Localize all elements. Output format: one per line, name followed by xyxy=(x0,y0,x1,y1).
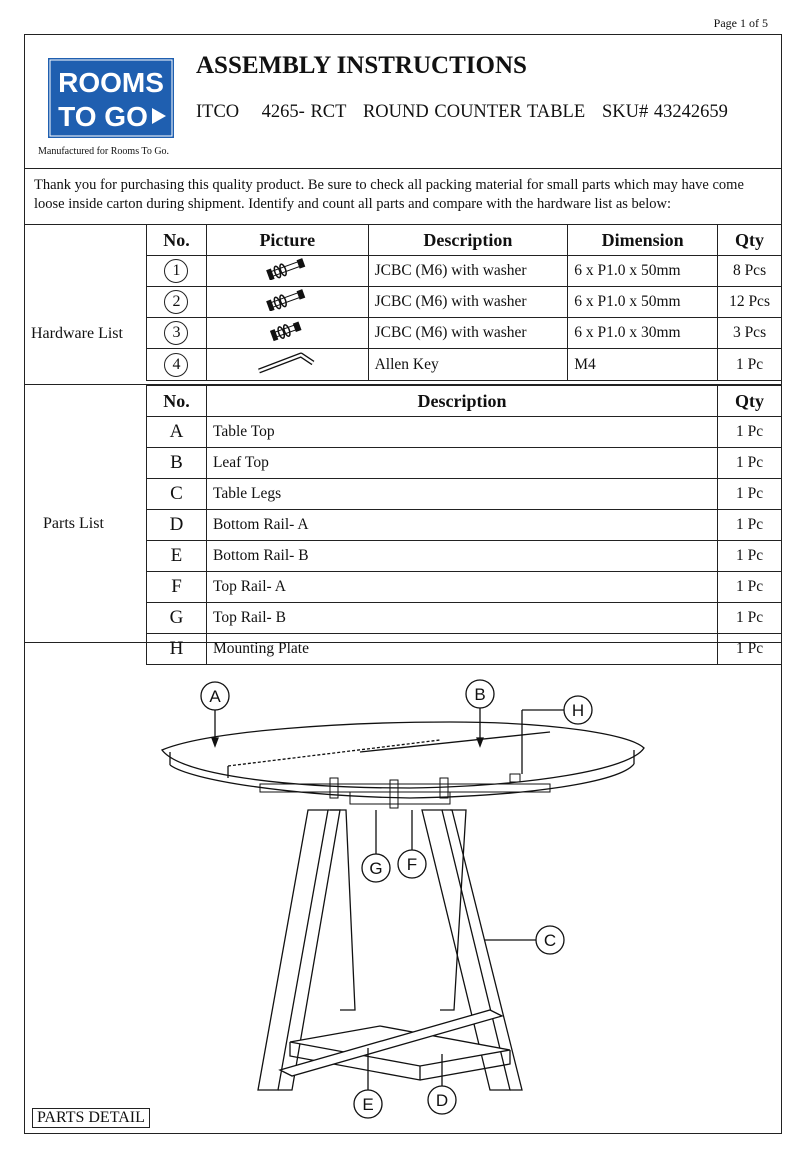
part-description: Top Rail- A xyxy=(206,572,717,603)
parts-header-qty: Qty xyxy=(718,386,782,417)
hw-header-picture: Picture xyxy=(206,225,368,256)
hardware-table xyxy=(146,224,782,381)
part-letter: A xyxy=(147,417,207,448)
part-letter: D xyxy=(147,510,207,541)
page-title: ASSEMBLY INSTRUCTIONS xyxy=(196,52,527,79)
table-row xyxy=(147,541,782,572)
svg-text:D: D xyxy=(435,1091,449,1110)
svg-text:E: E xyxy=(362,1095,374,1114)
hw-description: JCBC (M6) with washer xyxy=(368,256,568,287)
hw-no: 3 xyxy=(164,321,188,345)
part-description: Table Legs xyxy=(206,479,717,510)
part-description: Bottom Rail- A xyxy=(206,510,717,541)
allen-key-icon xyxy=(206,349,368,381)
part-letter: C xyxy=(147,479,207,510)
bolt-washer-icon xyxy=(206,287,368,318)
hw-header-dimension: Dimension xyxy=(568,225,718,256)
part-letter: H xyxy=(147,634,207,665)
bolt-washer-icon xyxy=(206,256,368,287)
parts-table xyxy=(146,385,782,665)
part-qty: 1 Pc xyxy=(718,541,782,572)
part-qty: 1 Pc xyxy=(718,417,782,448)
rooms-to-go-logo xyxy=(48,58,174,138)
part-qty: 1 Pc xyxy=(718,634,782,665)
hw-dimension: 6 x P1.0 x 30mm xyxy=(568,318,718,349)
hw-header-qty: Qty xyxy=(718,225,782,256)
page-number: Page 1 of 5 xyxy=(713,16,768,30)
table-row xyxy=(147,479,782,510)
table-row xyxy=(147,318,782,349)
hw-qty: 3 Pcs xyxy=(718,318,782,349)
part-description: Top Rail- B xyxy=(206,603,717,634)
part-description: Table Top xyxy=(206,417,717,448)
hw-qty: 8 Pcs xyxy=(718,256,782,287)
intro-text: Thank you for purchasing this quality product. Be sure to check all packing material for small parts which may have come loose inside carton during shipment. Identify and count all parts and compare with the hardware list as below: xyxy=(34,177,744,212)
manufactured-for: Manufactured for Rooms To Go. xyxy=(38,146,170,157)
svg-text:A: A xyxy=(209,687,221,706)
svg-text:H: H xyxy=(571,701,585,720)
part-qty: 1 Pc xyxy=(718,603,782,634)
part-description: Mounting Plate xyxy=(206,634,717,665)
callout-g xyxy=(362,810,390,882)
part-letter: E xyxy=(147,541,207,572)
hw-no: 2 xyxy=(164,290,188,314)
parts-header-description: Description xyxy=(206,386,717,417)
svg-text:B: B xyxy=(474,685,486,704)
hw-qty: 12 Pcs xyxy=(718,287,782,318)
table-row xyxy=(147,572,782,603)
table-assembly-diagram xyxy=(150,670,650,1125)
part-qty: 1 Pc xyxy=(718,479,782,510)
hw-header-description: Description xyxy=(368,225,568,256)
part-description: Leaf Top xyxy=(206,448,717,479)
part-qty: 1 Pc xyxy=(718,448,782,479)
svg-text:C: C xyxy=(543,931,557,950)
table-row xyxy=(147,287,782,318)
table-row xyxy=(147,256,782,287)
part-qty: 1 Pc xyxy=(718,510,782,541)
logo-line2: TO GO xyxy=(58,101,148,132)
table-row xyxy=(147,634,782,665)
product-subtitle: ITCO 4265- RCT ROUND COUNTER TABLE SKU# 43242659 xyxy=(196,102,728,122)
table-row xyxy=(147,448,782,479)
part-letter: G xyxy=(147,603,207,634)
part-letter: B xyxy=(147,448,207,479)
callout-c xyxy=(484,926,564,954)
parts-list-label: Parts List xyxy=(43,515,104,532)
hw-qty: 1 Pc xyxy=(718,349,782,381)
part-qty: 1 Pc xyxy=(718,572,782,603)
hw-no: 4 xyxy=(164,353,188,377)
svg-text:G: G xyxy=(369,859,383,878)
callout-f xyxy=(398,810,426,878)
parts-header-no: No. xyxy=(147,386,207,417)
hw-description: JCBC (M6) with washer xyxy=(368,287,568,318)
hardware-list-label: Hardware List xyxy=(31,325,123,342)
table-row xyxy=(147,349,782,381)
hw-no: 1 xyxy=(164,259,188,283)
hw-description: JCBC (M6) with washer xyxy=(368,318,568,349)
parts-detail-label: PARTS DETAIL xyxy=(32,1108,150,1128)
table-row xyxy=(147,603,782,634)
table-row xyxy=(147,417,782,448)
divider xyxy=(24,168,782,169)
part-description: Bottom Rail- B xyxy=(206,541,717,572)
hw-dimension: 6 x P1.0 x 50mm xyxy=(568,287,718,318)
table-row xyxy=(147,510,782,541)
hw-description: Allen Key xyxy=(368,349,568,381)
bolt-washer-short-icon xyxy=(206,318,368,349)
hw-header-no: No. xyxy=(147,225,207,256)
hw-dimension: 6 x P1.0 x 50mm xyxy=(568,256,718,287)
hw-dimension: M4 xyxy=(568,349,718,381)
logo-line1: ROOMS xyxy=(58,67,164,98)
svg-text:F: F xyxy=(406,855,418,874)
part-letter: F xyxy=(147,572,207,603)
